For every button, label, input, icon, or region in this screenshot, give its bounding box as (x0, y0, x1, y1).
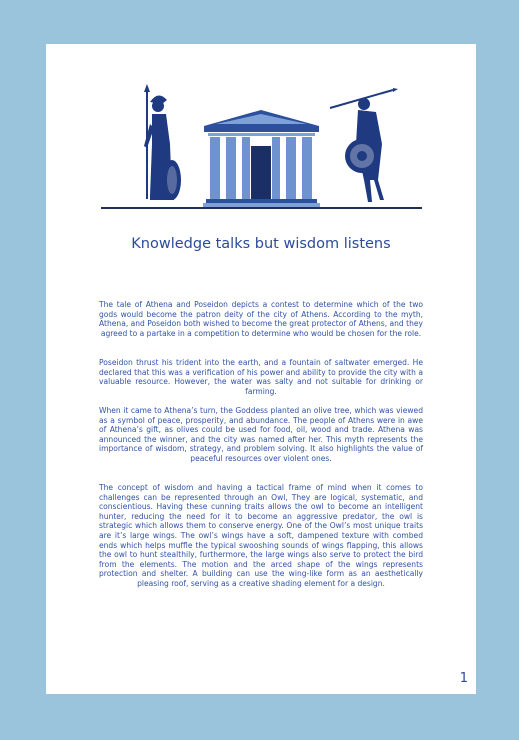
athena-figure-icon (144, 84, 181, 200)
paragraph-4: The concept of wisdom and having a tactical frame of mind when it comes to challenges can be represented through an Owl, They are logical, systematic, and conscientious. Having these cunning traits allows the owl to become an intelligent hunter, reducing the need for it to become an aggressive predator, the owl is strategic which allows them to conserve energy. One of the Owl’s most unique traits are it’s large wings. The owl’s wings have a soft, dampened texture with combed ends which helps muffle the typical swooshing sounds of wings flapping, this allows the owl to hunt stealthily, furthermore, the large wings also serve to protect the bird from the elements. The motion and the arced shape of the wings represents protection and shelter. A building can use the wing-like form as an aesthetically pleasing roof, serving as a creative shading element for a design. (99, 483, 423, 588)
document-page (46, 44, 476, 694)
page-number: 1 (459, 671, 468, 686)
paragraph-2: Poseidon thrust his trident into the earth, and a fountain of saltwater emerged. He declared that this was a verification of his power and ability to provide the city with a valuable resource. However, the water was salty and not suitable for drinking or farming. (99, 358, 423, 396)
greek-temple-icon (203, 110, 320, 207)
header-divider (101, 207, 422, 209)
header-illustration (46, 84, 476, 214)
paragraph-3: When it came to Athena’s turn, the Goddess planted an olive tree, which was viewed as a symbol of peace, prosperity, and abundance. The people of Athens were in awe of Athena’s gift, as olives could be used for food, oil, wood and trade. Athena was announced the winner, and the city was named after her. This myth represents the importance of wisdom, strategy, and problem solving. It also highlights the value of peaceful resources over violent ones. (99, 406, 423, 463)
paragraph-1: The tale of Athena and Poseidon depicts a contest to determine which of the two gods would become the patron deity of the city of Athens. According to the myth, Athena, and Poseidon both wished to become the great protector of Athens, and they agreed to a partake in a competition to determine who would be chosen for the role. (99, 300, 423, 338)
page-title: Knowledge talks but wisdom listens (131, 236, 391, 252)
poseidon-figure-icon (330, 88, 398, 202)
